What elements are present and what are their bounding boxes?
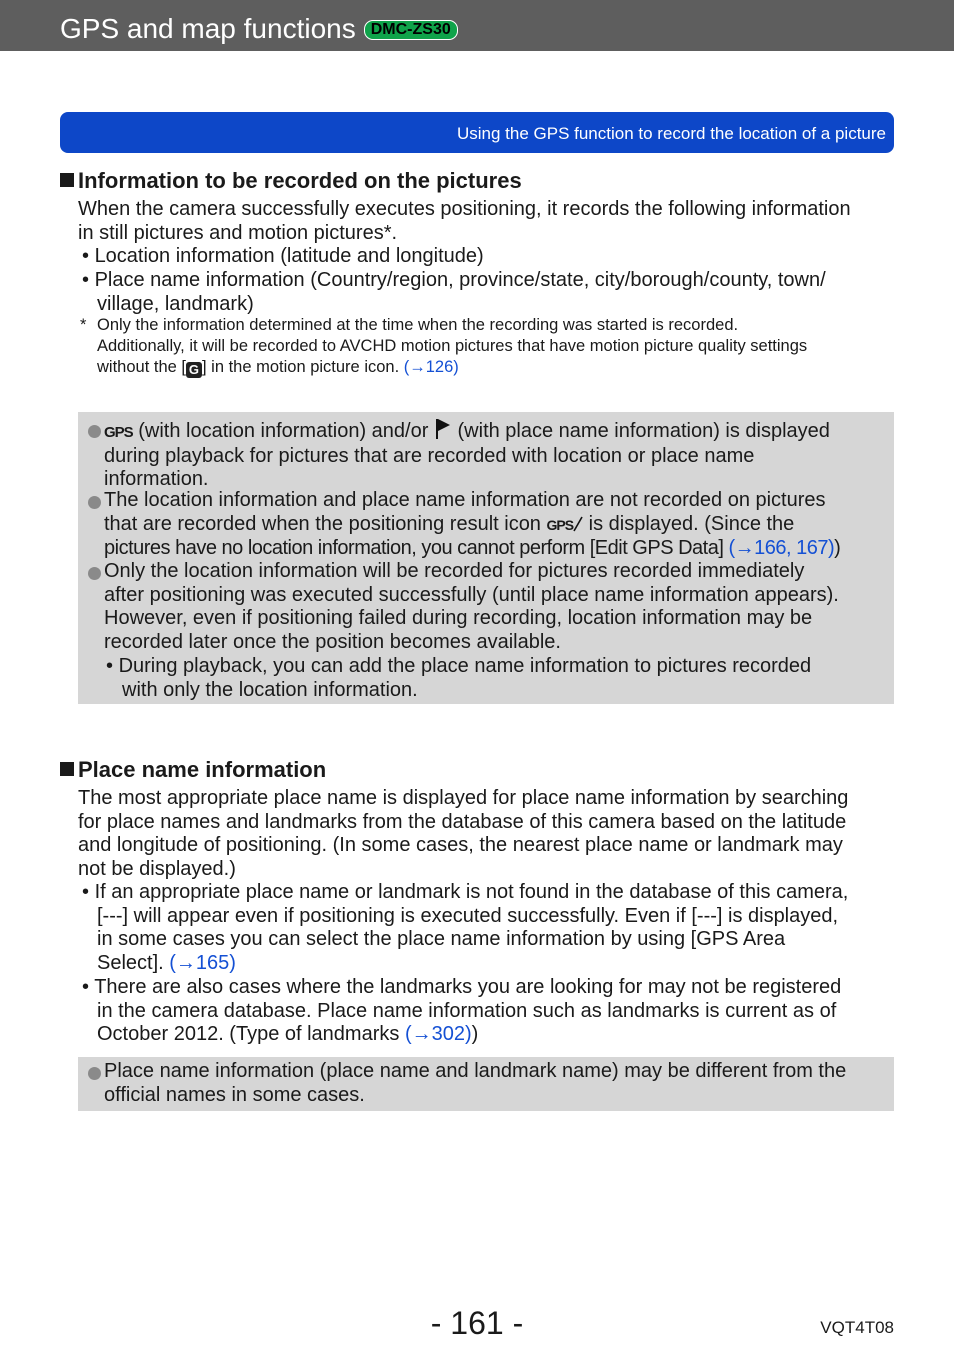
page-link-126[interactable]: (→126): [403, 358, 459, 376]
round-bullet-icon: [88, 1067, 101, 1080]
model-badge: DMC-ZS30: [364, 20, 458, 40]
note-item-icons: GPS (with location information) and/or (with place name information) is displayed during playback for pictures that are recorded with location or place name information.: [88, 418, 888, 492]
intro-line: When the camera successfully executes positioning, it records the following information: [78, 198, 851, 220]
place-flag-icon: [434, 418, 452, 440]
list-item-not-registered: • There are also cases where the landmarks you are looking for may not be registered in the camera database. Place name information such as landmarks is current as of October 2012. (Type of landmarks (→302)): [82, 976, 842, 1046]
intro-line: in still pictures and motion pictures*.: [78, 221, 398, 244]
notes-box: [78, 412, 894, 704]
place-name-paragraph: The most appropriate place name is displayed for place name information by searching for place names and landmarks from the database of this camera based on the latitude and longitude of positioning. (In some cases, the nearest place name or landmark may not be displayed.): [78, 787, 849, 880]
page-number: - 161 -: [430, 1305, 524, 1341]
round-bullet-icon: [88, 567, 101, 580]
page-link-302[interactable]: (→302): [404, 1023, 472, 1046]
note-item-official-names: Place name information (place name and landmark name) may be different from the official names in some cases.: [88, 1060, 888, 1107]
list-item-place-name: • Place name information (Country/region, province/state, city/borough/county, town/ village, landmark): [82, 269, 826, 315]
heading-text: Information to be recorded on the pictures: [78, 168, 522, 193]
round-bullet-icon: [88, 496, 101, 509]
page-link-165[interactable]: (→165): [169, 951, 236, 974]
gps-icon: GPS: [104, 424, 133, 441]
asterisk-mark: *: [383, 221, 392, 244]
heading-place-name: [60, 757, 326, 783]
note-item-not-recorded: The location information and place name information are not recorded on pictures that are recorded when the positioning result icon GPS is displayed. (Since the pictures have no location information, you cannot perform [Edit GPS Data] (→166, 167)): [88, 489, 888, 561]
chapter-title: GPS and map functions: [60, 13, 356, 44]
document-code: VQT4T08: [820, 1318, 894, 1337]
heading-text: Place name information: [78, 757, 327, 782]
note-subitem-playback: • During playback, you can add the place name information to pictures recorded with only the location information.: [106, 655, 812, 701]
header-title: [60, 12, 458, 46]
intro-paragraph: [78, 198, 898, 245]
heading-info-recorded: [60, 168, 522, 194]
footnote: * Only the information determined at the time when the recording was started is recorded. Additionally, it will be recorded to AVCHD motion pictures that have motion picture quality settings without the [ G ] in the motion picture icon. (→126): [80, 316, 808, 377]
section-bar: Using the GPS function to record the location of a picture: [60, 112, 894, 153]
notes-box-2: [78, 1057, 894, 1111]
page-header: [0, 0, 954, 51]
footnote-star: *: [80, 316, 87, 334]
list-item-location: • Location information (latitude and longitude): [82, 245, 484, 267]
list-item-not-found: • If an appropriate place name or landmark is not found in the database of this camera, [---] will appear even if positioning is executed successfully. Even if [---] is displayed, in some cases you can select the place name information by using [GPS Area Select]. (→165): [82, 881, 849, 974]
round-bullet-icon: [88, 425, 101, 438]
square-bullet-icon: [60, 173, 74, 187]
motion-quality-g-icon: G: [186, 362, 202, 378]
page-link-166-167[interactable]: (→166, 167): [728, 537, 835, 560]
gps-failed-icon: GPS: [547, 514, 584, 538]
note-item-location-only: Only the location information will be recorded for pictures recorded immediately after positioning was executed successfully (until place name information appears). However, even if positioning failed during recording, location information may be recorded later once the position becomes available.: [88, 560, 888, 655]
square-bullet-icon: [60, 762, 74, 776]
